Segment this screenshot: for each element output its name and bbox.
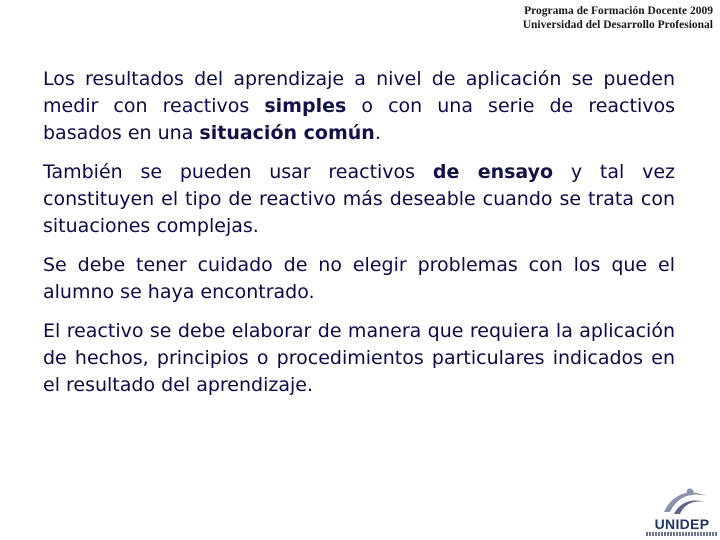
university-name: Universidad del Desarrollo Profesional xyxy=(522,19,713,31)
paragraph-2-text-a: También se pueden usar reactivos xyxy=(43,161,433,183)
logo-tagline xyxy=(646,532,718,536)
paragraph-1 xyxy=(43,66,675,147)
logo-wordmark: UNIDEP xyxy=(654,516,710,532)
emphasis-simples: simples xyxy=(264,95,347,117)
emphasis-de-ensayo: de ensayo xyxy=(432,161,554,183)
paragraph-1-text-a: Los resultados del aprendizaje a nivel de aplicación se pueden medir con reactivos xyxy=(43,68,675,117)
paragraph-4 xyxy=(43,318,675,399)
unidep-logo xyxy=(644,486,720,540)
paragraph-3 xyxy=(43,252,675,306)
paragraph-2-text-c: y tal vez constituyen el tipo de reactivo más deseable cuando se trata con situaciones complejas. xyxy=(43,161,675,237)
paragraph-4-text: El reactivo se debe elaborar de manera que requiera la aplicación de hechos, principios o procedimientos particulares indicados en el resultado del aprendizaje. xyxy=(43,320,675,396)
paragraph-1-text-e: . xyxy=(374,122,381,144)
swoosh-icon xyxy=(660,486,710,516)
slide-header xyxy=(523,4,713,32)
paragraph-1-text-c: o con una serie de reactivos basados en una xyxy=(43,95,675,144)
paragraph-3-text: Se debe tener cuidado de no elegir problemas con los que el alumno se haya encontrado. xyxy=(43,254,675,303)
slide-body xyxy=(43,66,675,411)
paragraph-2 xyxy=(43,159,675,240)
emphasis-situacion-comun: situación común xyxy=(199,122,375,144)
program-title: Programa de Formación Docente 2009 xyxy=(524,5,713,17)
